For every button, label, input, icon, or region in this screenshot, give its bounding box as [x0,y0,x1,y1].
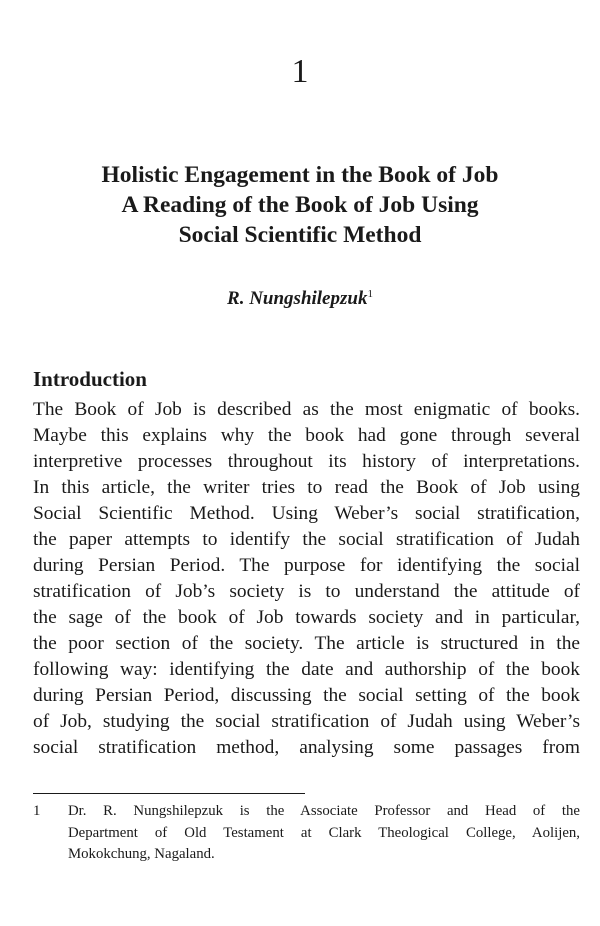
chapter-title [30,160,570,250]
title-line: Social Scientific Method [178,222,422,248]
section-heading: Introduction [33,367,147,391]
title-line: Holistic Engagement in the Book of Job [101,162,499,188]
footnote-text [68,801,580,866]
author-byline [0,287,600,311]
footnote-reference[interactable]: 1 [367,288,373,300]
paragraph-line: The Book of Job is described as the most enigmatic of books. [33,399,580,420]
paragraph-line: stratification of Job’s society is to understand the attitude of [33,581,580,602]
paragraph-line: following way: identifying the date and authorship of the book [33,659,580,680]
footnote-divider [33,793,305,794]
footnote-line: Department of Old Testament at Clark Theological College, Aolijen, [68,824,580,841]
paragraph-line: Maybe this explains why the book had gone through several [33,425,580,446]
paragraph-line: of Job, studying the social stratification of Judah using Weber’s [33,711,580,732]
paragraph-line: during Persian Period, discussing the social setting of the book [33,685,580,706]
paragraph-line: the paper attempts to identify the social stratification of Judah [33,529,580,550]
paragraph-line: during Persian Period. The purpose for identifying the social [33,555,580,576]
title-line: A Reading of the Book of Job Using [121,192,479,218]
paragraph-line: interpretive processes throughout its history of interpretations. [33,451,580,472]
paragraph-line: Social Scientific Method. Using Weber’s social stratification, [33,503,580,524]
introduction-paragraph [33,397,580,761]
paragraph-line: the sage of the book of Job towards society and in particular, [33,607,580,628]
paragraph-line: In this article, the writer tries to read the Book of Job using [33,477,580,498]
footnote-line: Mokokchung, Nagaland. [68,846,215,862]
footnote-line: Dr. R. Nungshilepzuk is the Associate Professor and Head of the [68,803,580,819]
author-name: R. Nungshilepzuk [227,288,368,309]
chapter-number: 1 [291,53,309,90]
footnote-marker: 1 [33,803,41,819]
paragraph-line: social stratification method, analysing some passages from [33,737,580,758]
paragraph-line: the poor section of the society. The article is structured in the [33,633,580,654]
